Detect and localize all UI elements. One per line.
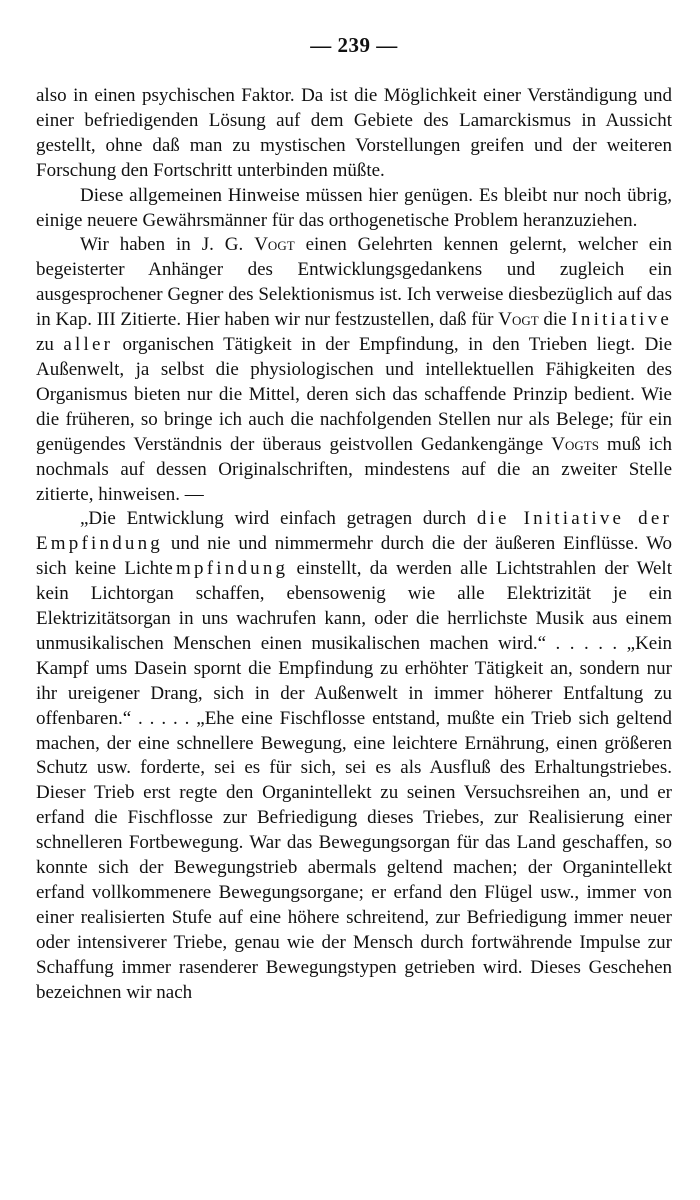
paragraph: [36, 507, 672, 1005]
paragraph: [36, 184, 672, 234]
text-run: Diese allgemeinen Hinweise müssen hier genügen. Es bleibt nur noch übrig, einige neuere Gewährsmänner für das orthogenetische Problem heranzuziehen.: [36, 184, 672, 231]
text-run: also in einen psychischen Faktor. Da ist die Möglichkeit einer Verständigung und einer befriedigenden Lösung auf dem Gebiete des Lamarckismus in Aussicht gestellt, ohne daß man zu mystischen Vorstellungen greifen und der weiteren Forschung den Fortschritt unterbinden müßte.: [36, 85, 672, 181]
small-caps-name: Vogt: [254, 234, 295, 256]
text-run: „Die Entwicklung wird einfach getragen durch: [80, 508, 477, 530]
text-run: Wir haben in J. G.: [80, 234, 255, 256]
paragraph: [36, 233, 672, 507]
page-number: — 239 —: [310, 33, 398, 57]
small-caps-name: Vogt: [498, 309, 539, 331]
text-run: die: [538, 309, 572, 331]
body-text: [36, 84, 672, 1006]
text-run: zu: [36, 334, 64, 356]
paragraph: [36, 84, 672, 184]
spaced-emphasis: aller: [63, 334, 114, 356]
spaced-emphasis: die Initiative der Empfindung: [36, 508, 672, 555]
spaced-emphasis: empfindung: [164, 558, 289, 580]
text-run: muß ich nochmals auf dessen Originalschriften, mindestens auf die an zweiter Stelle zitierte, hinweisen. —: [36, 433, 672, 505]
text-run: einen Gelehrten kennen gelernt, welcher ein begeisterter Anhänger des Entwicklungsgedankens und zugleich ein ausgesprochener Gegner des Selektionismus ist. Ich verweise diesbezüglich auf das in Kap. III Zitierte. Hier haben wir nur festzustellen, daß für: [36, 234, 672, 331]
text-run: einstellt, da werden alle Lichtstrahlen der Welt kein Lichtorgan schaffen, ebensowenig wie alle Elektrizität je ein Elektrizitätsorgan in uns wachrufen kann, oder die herrlichste Musik aus einem unmusikalischen Menschen einen musikalischen machen wird.“ . . . . . „Kein Kampf ums Dasein spornt die Empfindung zu erhöhter Tätigkeit an, sondern nur ihr ureigener Drang, sich in der Außenwelt in immer höherer Entfaltung zu offenbaren.“ . . . . . „Ehe eine Fischflosse entstand, mußte ein Trieb sich geltend machen, der eine schnellere Bewegung, eine leichtere Ernährung, einen größeren Schutz usw. forderte, sei es für sich, sei es als Ausfluß des Erhaltungstriebes. Dieser Trieb erst regte den Organintellekt zu seinen Versuchsreihen an, und er erfand die Fischflosse zur Befriedigung dieses Triebes, zur Realisierung einer schnelleren Fortbewegung. War das Bewegungsorgan für das Land geschaffen, so konnte sich der Bewegungstrieb abermals geltend machen; der Organintellekt erfand vollkommenere Bewegungsorgane; er erfand den Flügel usw., immer von einer realisierten Stufe auf eine höhere schreitend, zur Befriedigung immer neuer oder intensiverer Triebe, genau wie der Mensch durch fortwährende Impulse zur Schaffung immer rasenderer Bewegungstypen getrieben wird. Dieses Geschehen bezeichnen wir nach: [36, 558, 672, 1003]
text-run: organischen Tätigkeit in der Empfindung, in den Trieben liegt. Die Außenwelt, ja selbst die physiologischen und intellektuellen Fähigkeiten des Organismus bieten nur die Mittel, deren sich das schaffende Prinzip bedient. Wie die früheren, so bringe ich auch die nachfolgenden Stellen nur als Belege; für ein genügendes Verständnis der überaus geistvollen Gedankengänge: [36, 334, 672, 455]
text-run: und nie und nimmermehr durch die der äußeren Einflüsse. Wo sich keine Licht: [36, 533, 672, 580]
small-caps-name: Vogts: [551, 433, 599, 455]
spaced-emphasis: Initiative: [571, 309, 672, 331]
